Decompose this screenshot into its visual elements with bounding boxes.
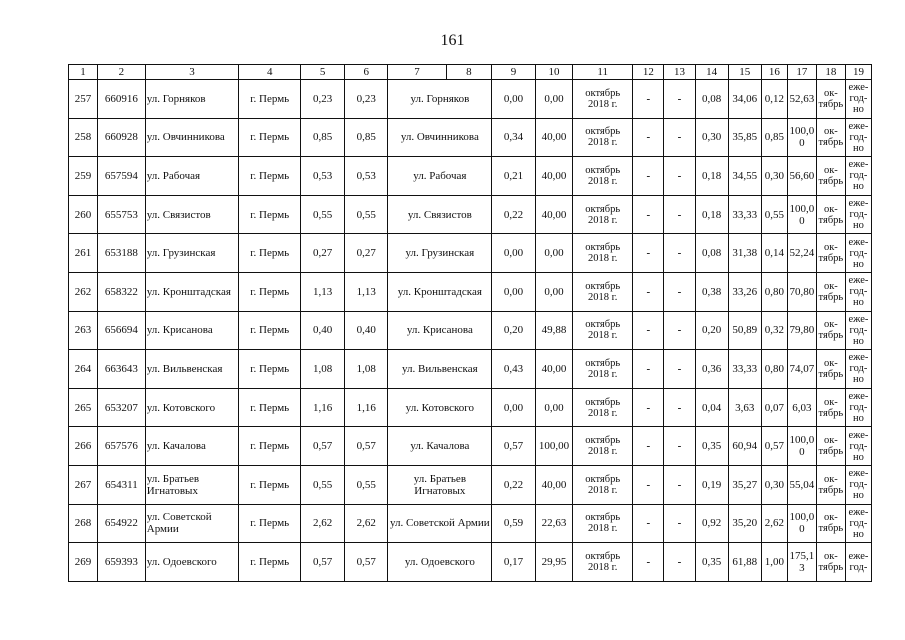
col17-value: 100,0 0 [787,504,816,543]
col15-value: 61,88 [728,543,761,582]
page-number: 161 [440,32,465,49]
object-name: ул. Кронштадская [388,272,492,311]
month: ок-тябрь [816,311,845,350]
city-name: г. Пермь [239,465,301,504]
object-name: ул. Грузинская [388,234,492,273]
col12-value: - [633,272,664,311]
col16-value: 0,07 [761,388,787,427]
frequency: еже-год-но [845,272,871,311]
col5-value: 0,55 [301,195,345,234]
city-name: г. Пермь [239,350,301,389]
col17-value: 52,63 [787,80,816,119]
object-name: ул. Братьев Игнатовых [388,465,492,504]
frequency: еже-год-но [845,311,871,350]
col9-value: 0,22 [492,195,536,234]
month: ок-тябрь [816,80,845,119]
row-number: 258 [69,118,98,157]
col9-value: 0,00 [492,80,536,119]
col6-value: 1,13 [344,272,388,311]
object-code: 657576 [98,427,146,466]
period: октябрь 2018 г. [573,388,633,427]
col13-value: - [664,465,695,504]
object-code: 660928 [98,118,146,157]
col6-value: 0,53 [344,157,388,196]
table-row [69,157,872,196]
object-name: ул. Овчинникова [388,118,492,157]
column-header: 8 [446,65,492,80]
row-number: 257 [69,80,98,119]
street-name: ул. Качалова [145,427,238,466]
col6-value: 0,23 [344,80,388,119]
row-number: 269 [69,543,98,582]
col17-value: 100,0 0 [787,195,816,234]
col9-value: 0,34 [492,118,536,157]
object-code: 653207 [98,388,146,427]
col6-value: 0,57 [344,543,388,582]
row-number: 265 [69,388,98,427]
table-row [69,272,872,311]
object-name: ул. Одоевского [388,543,492,582]
street-name: ул. Овчинникова [145,118,238,157]
col13-value: - [664,504,695,543]
frequency: еже-год-но [845,350,871,389]
col10-value: 40,00 [535,465,572,504]
table-row [69,350,872,389]
col5-value: 1,08 [301,350,345,389]
month: ок-тябрь [816,465,845,504]
table-row [69,311,872,350]
col5-value: 0,57 [301,427,345,466]
col10-value: 49,88 [535,311,572,350]
street-name: ул. Братьев Игнатовых [145,465,238,504]
street-name: ул. Советской Армии [145,504,238,543]
col13-value: - [664,80,695,119]
street-name: ул. Крисанова [145,311,238,350]
col17-value: 55,04 [787,465,816,504]
period: октябрь 2018 г. [573,504,633,543]
col9-value: 0,00 [492,388,536,427]
col6-value: 0,55 [344,465,388,504]
column-header: 17 [787,65,816,80]
col16-value: 0,80 [761,350,787,389]
table-row [69,80,872,119]
table-row [69,543,872,582]
col9-value: 0,22 [492,465,536,504]
object-name: ул. Советской Армии [388,504,492,543]
column-header: 13 [664,65,695,80]
object-name: ул. Рабочая [388,157,492,196]
col16-value: 0,55 [761,195,787,234]
column-header: 6 [344,65,388,80]
object-code: 663643 [98,350,146,389]
row-number: 268 [69,504,98,543]
city-name: г. Пермь [239,80,301,119]
period: октябрь 2018 г. [573,157,633,196]
row-number: 261 [69,234,98,273]
period: октябрь 2018 г. [573,195,633,234]
object-code: 654922 [98,504,146,543]
column-header: 11 [573,65,633,80]
col14-value: 0,30 [695,118,728,157]
city-name: г. Пермь [239,195,301,234]
table-row [69,504,872,543]
col6-value: 1,16 [344,388,388,427]
object-code: 660916 [98,80,146,119]
col6-value: 0,55 [344,195,388,234]
col10-value: 29,95 [535,543,572,582]
column-header: 14 [695,65,728,80]
frequency: еже-год-но [845,504,871,543]
col15-value: 3,63 [728,388,761,427]
month: ок-тябрь [816,118,845,157]
col14-value: 0,92 [695,504,728,543]
data-table [68,64,872,582]
col9-value: 0,43 [492,350,536,389]
col15-value: 34,06 [728,80,761,119]
period: октябрь 2018 г. [573,80,633,119]
table-row [69,465,872,504]
col9-value: 0,57 [492,427,536,466]
col6-value: 0,40 [344,311,388,350]
column-header: 15 [728,65,761,80]
column-header: 4 [239,65,301,80]
period: октябрь 2018 г. [573,311,633,350]
month: ок-тябрь [816,427,845,466]
city-name: г. Пермь [239,388,301,427]
city-name: г. Пермь [239,427,301,466]
table-row [69,195,872,234]
col15-value: 50,89 [728,311,761,350]
col10-value: 0,00 [535,80,572,119]
street-name: ул. Связистов [145,195,238,234]
col10-value: 0,00 [535,388,572,427]
object-code: 659393 [98,543,146,582]
col9-value: 0,21 [492,157,536,196]
col16-value: 0,30 [761,465,787,504]
period: октябрь 2018 г. [573,465,633,504]
col17-value: 6,03 [787,388,816,427]
city-name: г. Пермь [239,157,301,196]
col14-value: 0,36 [695,350,728,389]
period: октябрь 2018 г. [573,543,633,582]
column-header: 5 [301,65,345,80]
col13-value: - [664,195,695,234]
period: октябрь 2018 г. [573,118,633,157]
col12-value: - [633,157,664,196]
frequency: еже-год-но [845,118,871,157]
col13-value: - [664,118,695,157]
column-header: 3 [145,65,238,80]
object-code: 654311 [98,465,146,504]
col12-value: - [633,388,664,427]
col14-value: 0,35 [695,427,728,466]
period: октябрь 2018 г. [573,427,633,466]
col14-value: 0,20 [695,311,728,350]
col16-value: 0,12 [761,80,787,119]
object-name: ул. Крисанова [388,311,492,350]
col5-value: 0,55 [301,465,345,504]
table-row [69,388,872,427]
col14-value: 0,04 [695,388,728,427]
col12-value: - [633,543,664,582]
month: ок-тябрь [816,157,845,196]
col6-value: 2,62 [344,504,388,543]
col17-value: 79,80 [787,311,816,350]
row-number: 266 [69,427,98,466]
col14-value: 0,35 [695,543,728,582]
col16-value: 0,57 [761,427,787,466]
frequency: еже-год-но [845,427,871,466]
month: ок-тябрь [816,195,845,234]
col15-value: 35,20 [728,504,761,543]
frequency: еже-год-но [845,157,871,196]
col10-value: 40,00 [535,118,572,157]
col15-value: 33,33 [728,195,761,234]
col12-value: - [633,504,664,543]
col13-value: - [664,388,695,427]
object-name: ул. Связистов [388,195,492,234]
col5-value: 0,27 [301,234,345,273]
col5-value: 1,16 [301,388,345,427]
row-number: 262 [69,272,98,311]
month: ок-тябрь [816,272,845,311]
col17-value: 175,1 3 [787,543,816,582]
street-name: ул. Горняков [145,80,238,119]
col13-value: - [664,427,695,466]
object-name: ул. Качалова [388,427,492,466]
col5-value: 0,85 [301,118,345,157]
col16-value: 0,32 [761,311,787,350]
table-row [69,427,872,466]
city-name: г. Пермь [239,504,301,543]
col16-value: 0,85 [761,118,787,157]
month: ок-тябрь [816,350,845,389]
object-code: 658322 [98,272,146,311]
col13-value: - [664,272,695,311]
col12-value: - [633,311,664,350]
col16-value: 0,30 [761,157,787,196]
column-header: 19 [845,65,871,80]
col14-value: 0,19 [695,465,728,504]
col17-value: 70,80 [787,272,816,311]
col5-value: 2,62 [301,504,345,543]
city-name: г. Пермь [239,272,301,311]
city-name: г. Пермь [239,234,301,273]
period: октябрь 2018 г. [573,272,633,311]
col17-value: 100,0 0 [787,427,816,466]
col9-value: 0,20 [492,311,536,350]
col12-value: - [633,234,664,273]
col17-value: 74,07 [787,350,816,389]
col10-value: 0,00 [535,272,572,311]
col17-value: 52,24 [787,234,816,273]
col15-value: 60,94 [728,427,761,466]
street-name: ул. Рабочая [145,157,238,196]
city-name: г. Пермь [239,118,301,157]
object-code: 657594 [98,157,146,196]
object-code: 655753 [98,195,146,234]
city-name: г. Пермь [239,311,301,350]
col14-value: 0,18 [695,195,728,234]
row-number: 264 [69,350,98,389]
col10-value: 100,00 [535,427,572,466]
col14-value: 0,08 [695,80,728,119]
col6-value: 0,27 [344,234,388,273]
col12-value: - [633,195,664,234]
col12-value: - [633,427,664,466]
col13-value: - [664,234,695,273]
frequency: еже-год-но [845,465,871,504]
column-header: 2 [98,65,146,80]
column-header: 16 [761,65,787,80]
column-header: 10 [535,65,572,80]
street-name: ул. Вильвенская [145,350,238,389]
month: ок-тябрь [816,504,845,543]
col9-value: 0,00 [492,272,536,311]
col14-value: 0,08 [695,234,728,273]
street-name: ул. Одоевского [145,543,238,582]
col14-value: 0,18 [695,157,728,196]
object-name: ул. Котовского [388,388,492,427]
col5-value: 0,53 [301,157,345,196]
row-number: 267 [69,465,98,504]
header-row [69,65,872,80]
col15-value: 35,85 [728,118,761,157]
col14-value: 0,38 [695,272,728,311]
table-row [69,234,872,273]
frequency: еже-год-но [845,195,871,234]
row-number: 259 [69,157,98,196]
object-name: ул. Горняков [388,80,492,119]
table-row [69,118,872,157]
column-header: 12 [633,65,664,80]
col12-value: - [633,118,664,157]
street-name: ул. Кронштадская [145,272,238,311]
column-header: 1 [69,65,98,80]
col16-value: 2,62 [761,504,787,543]
row-number: 263 [69,311,98,350]
col12-value: - [633,80,664,119]
month: ок-тябрь [816,388,845,427]
street-name: ул. Котовского [145,388,238,427]
col13-value: - [664,157,695,196]
col10-value: 40,00 [535,157,572,196]
col10-value: 40,00 [535,350,572,389]
col5-value: 1,13 [301,272,345,311]
col12-value: - [633,465,664,504]
col15-value: 33,33 [728,350,761,389]
frequency: еже-год-но [845,234,871,273]
month: ок-тябрь [816,234,845,273]
col10-value: 22,63 [535,504,572,543]
frequency: еже-год-но [845,388,871,427]
col16-value: 0,14 [761,234,787,273]
col12-value: - [633,350,664,389]
col9-value: 0,00 [492,234,536,273]
col6-value: 0,57 [344,427,388,466]
col5-value: 0,23 [301,80,345,119]
col9-value: 0,17 [492,543,536,582]
col5-value: 0,57 [301,543,345,582]
col13-value: - [664,311,695,350]
col16-value: 0,80 [761,272,787,311]
col13-value: - [664,350,695,389]
row-number: 260 [69,195,98,234]
column-header: 18 [816,65,845,80]
col5-value: 0,40 [301,311,345,350]
column-header: 9 [492,65,536,80]
col16-value: 1,00 [761,543,787,582]
frequency: еже-год-но [845,80,871,119]
col15-value: 31,38 [728,234,761,273]
col9-value: 0,59 [492,504,536,543]
column-header: 7 [388,65,446,80]
frequency: еже-год- [845,543,871,582]
object-code: 656694 [98,311,146,350]
col15-value: 35,27 [728,465,761,504]
col10-value: 40,00 [535,195,572,234]
period: октябрь 2018 г. [573,234,633,273]
street-name: ул. Грузинская [145,234,238,273]
period: октябрь 2018 г. [573,350,633,389]
col13-value: - [664,543,695,582]
col6-value: 0,85 [344,118,388,157]
month: ок-тябрь [816,543,845,582]
object-code: 653188 [98,234,146,273]
city-name: г. Пермь [239,543,301,582]
col10-value: 0,00 [535,234,572,273]
object-name: ул. Вильвенская [388,350,492,389]
col17-value: 100,0 0 [787,118,816,157]
col15-value: 34,55 [728,157,761,196]
col15-value: 33,26 [728,272,761,311]
col6-value: 1,08 [344,350,388,389]
col17-value: 56,60 [787,157,816,196]
